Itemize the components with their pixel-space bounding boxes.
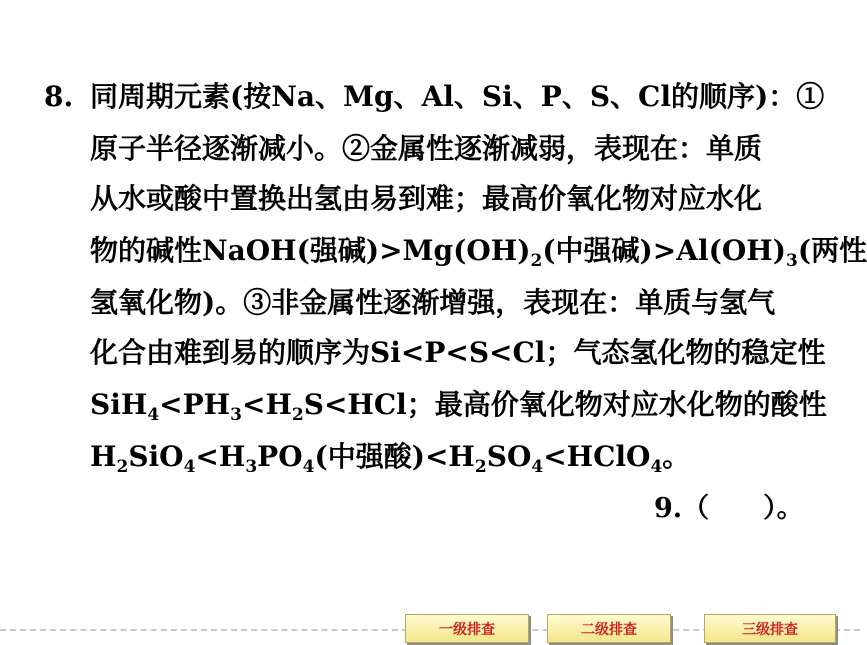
- level-3-review-button[interactable]: 三级排查: [704, 614, 836, 643]
- level-2-review-button[interactable]: 二级排查: [547, 614, 671, 643]
- item-8-number: 8.: [44, 80, 74, 113]
- text-segment: S<HCl；最高价氧化物对应水化物的酸性: [303, 388, 827, 421]
- item-8-line-6: 化合由难到易的顺序为Si<P<S<Cl；气态氢化物的稳定性: [90, 336, 826, 369]
- subscript: 4: [302, 457, 315, 477]
- item-9-blank: 9.（ ）。: [654, 493, 804, 524]
- subscript: 4: [650, 457, 663, 477]
- text-segment: PO: [257, 440, 303, 473]
- item-8-line-8: [90, 440, 691, 477]
- level-1-review-button[interactable]: 一级排查: [405, 614, 529, 643]
- item-8-line-1: 同周期元素(按Na、Mg、Al、Si、P、S、Cl的顺序)：①: [90, 80, 825, 113]
- text-segment: (两性: [797, 234, 867, 267]
- text-segment: SiH: [90, 388, 148, 421]
- text-segment: H: [90, 440, 117, 473]
- subscript: 2: [530, 251, 543, 271]
- subscript: 2: [116, 457, 129, 477]
- subscript: 4: [531, 457, 544, 477]
- text-segment: 物的碱性NaOH(强碱)>Mg(OH): [90, 234, 531, 267]
- text-segment: <PH: [159, 388, 231, 421]
- subscript: 3: [245, 457, 258, 477]
- item-8-line-7: [90, 388, 827, 425]
- text-segment: <HClO: [543, 440, 651, 473]
- text-segment: <H: [241, 388, 292, 421]
- text-segment: (中强碱)>Al(OH): [542, 234, 786, 267]
- text-segment: SiO: [128, 440, 184, 473]
- subscript: 4: [147, 405, 160, 425]
- subscript: 3: [230, 405, 242, 425]
- item-8-line-3: 从水或酸中置换出氢由易到难；最高价氧化物对应水化: [90, 182, 763, 215]
- text-segment: (中强酸)<H: [314, 440, 475, 473]
- subscript: 2: [291, 405, 304, 425]
- text-segment: <H: [195, 440, 246, 473]
- item-8-line-2: 原子半径逐渐减小。②金属性逐渐减弱，表现在：单质: [90, 132, 763, 165]
- item-8-line-5: 氢氧化物)。③非金属性逐渐增强，表现在：单质与氢气: [90, 286, 776, 319]
- text-segment: SO: [486, 440, 532, 473]
- subscript: 3: [785, 251, 798, 271]
- subscript: 4: [183, 457, 196, 477]
- subscript: 2: [474, 457, 487, 477]
- item-8-line-4: [90, 234, 867, 271]
- text-segment: 。: [662, 440, 691, 473]
